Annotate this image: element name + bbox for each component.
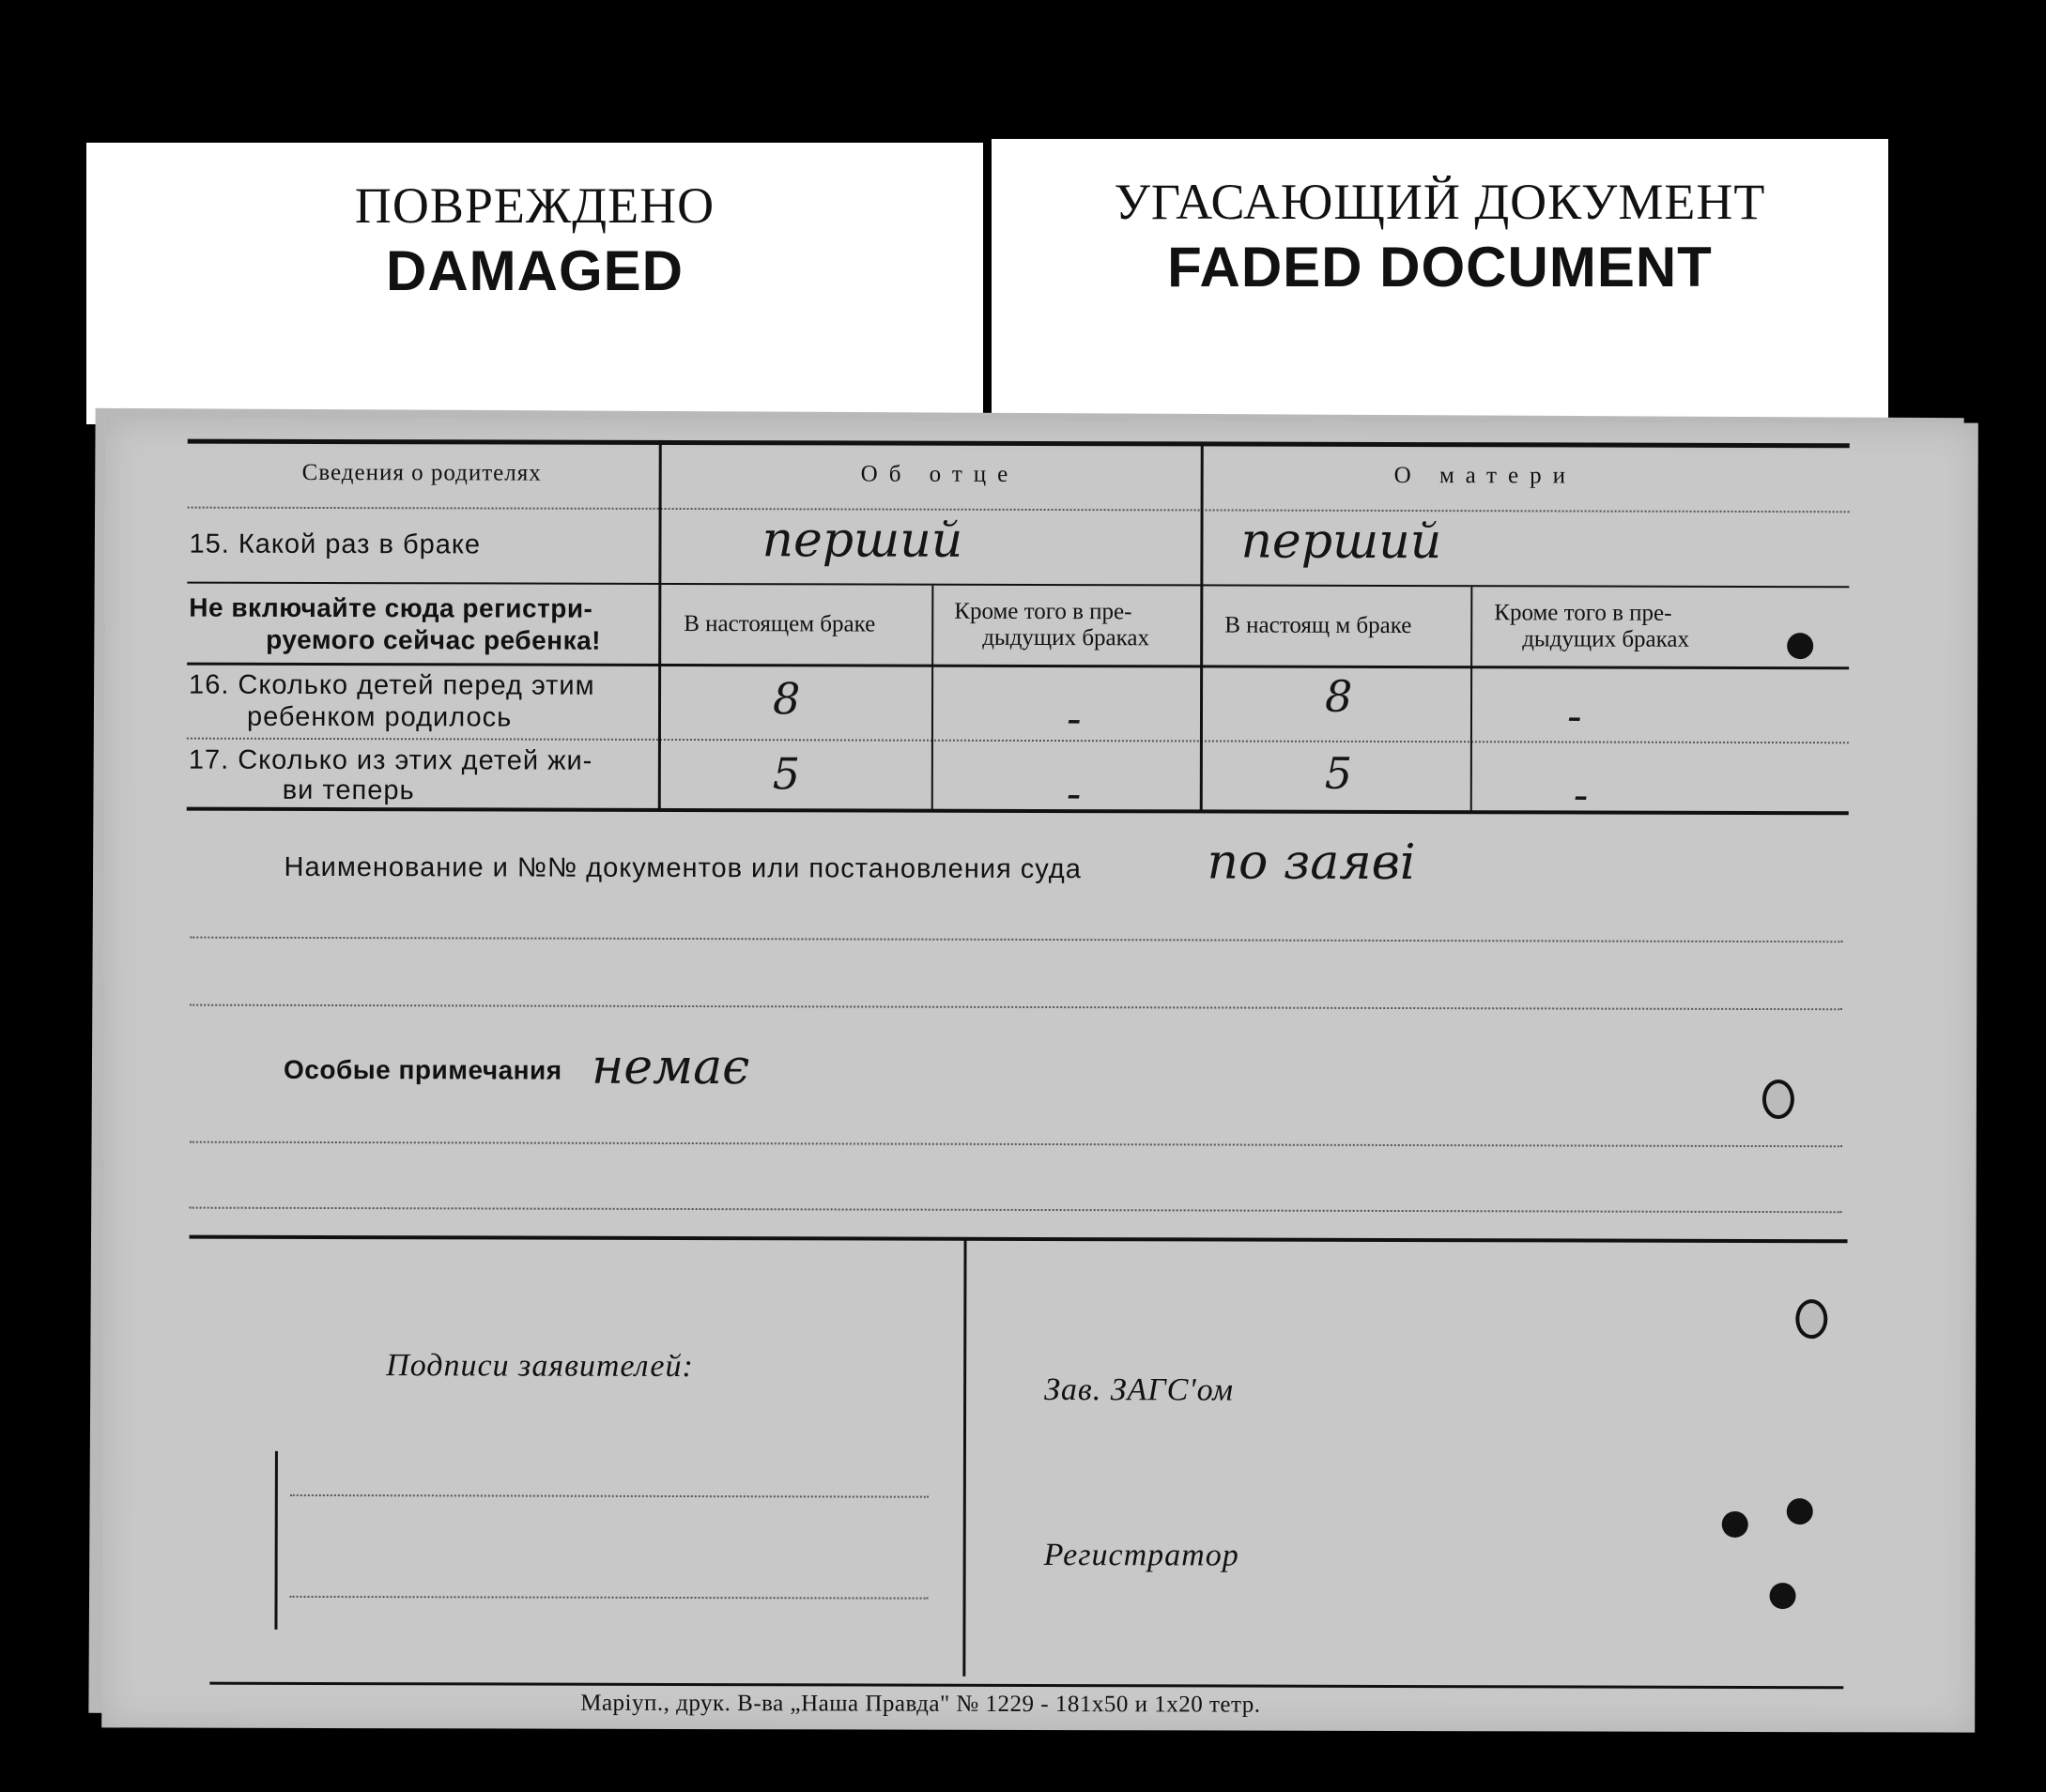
table-header-divider: [188, 507, 1850, 513]
note-line-2: руемого сейчас ребенка!: [266, 624, 602, 655]
binding-hole-ring: [1762, 1080, 1794, 1119]
applicant-sign-line-1: [290, 1494, 929, 1498]
documents-line-1: [190, 937, 1842, 943]
row17-label-2: ви теперь: [282, 774, 415, 806]
applicants-signature-label: Подписи заявителей:: [386, 1348, 694, 1385]
subheader-father-current: В настоящем браке: [684, 611, 876, 637]
subheader-mother-previous-2: дыдущих браках: [1522, 626, 1690, 652]
applicant-sign-line-2: [290, 1596, 929, 1600]
subheader-mother-previous-1: Кроме того в пре-: [1494, 600, 1672, 626]
registrar-label: Регистратор: [1043, 1538, 1239, 1573]
row17-father-previous: -: [1066, 768, 1082, 819]
footer-rule: [209, 1682, 1843, 1690]
documents-label: Наименование и №№ документов или постановления суда: [284, 851, 1082, 885]
subheader-mother-current: В настоящ м браке: [1224, 612, 1412, 639]
remarks-value: немає: [591, 1038, 750, 1096]
row15-father-value: перший: [761, 512, 963, 569]
faded-label-en: FADED DOCUMENT: [1167, 236, 1713, 299]
signature-bracket: [274, 1451, 277, 1630]
signature-divider: [962, 1239, 966, 1677]
row15-label: 15. Какой раз в браке: [189, 528, 482, 560]
printer-imprint: Маріуп., друк. В-ва „Наша Правда" № 1229 - 181х50 и 1х20 тетр.: [580, 1690, 1261, 1718]
binding-hole: [1770, 1583, 1796, 1609]
note-line-1: Не включайте сюда регистри-: [189, 592, 593, 623]
col-divider-2: [1200, 441, 1204, 811]
damaged-label-ru: ПОВРЕЖДЕНО: [354, 177, 715, 234]
row16-father-current: 8: [772, 673, 801, 725]
damaged-label-en: DAMAGED: [386, 239, 684, 302]
row17-father-current: 5: [772, 748, 801, 800]
binding-hole-ring: [1795, 1299, 1827, 1339]
binding-hole: [1722, 1511, 1748, 1538]
header-parents-info: Сведения о родителях: [301, 459, 542, 486]
record-form-sheet: [101, 418, 1978, 1732]
row16-label-2: ребенком родилось: [246, 701, 513, 733]
table-top-rule: [188, 439, 1850, 449]
row15-divider: [187, 582, 1849, 589]
row17-mother-previous: -: [1573, 769, 1589, 820]
col-divider-1: [658, 440, 662, 810]
header-father: Об отце: [860, 461, 1020, 487]
remarks-line-1: [190, 1141, 1842, 1148]
row17-mother-current: 5: [1324, 747, 1353, 799]
row15-mother-value: перший: [1240, 513, 1442, 571]
subheader-father-previous-2: дыдущих браках: [982, 624, 1150, 651]
subheader-divider: [187, 663, 1849, 670]
col-divider-3: [931, 586, 934, 811]
damaged-label-card: [86, 143, 983, 424]
signature-top-rule: [190, 1235, 1848, 1244]
subheader-father-previous-1: Кроме того в пре-: [954, 598, 1132, 625]
row16-mother-previous: -: [1566, 690, 1582, 742]
header-mother: О матери: [1393, 462, 1577, 489]
row16-father-previous: -: [1066, 693, 1082, 744]
faded-label-ru: УГАСАЮЩИЙ ДОКУМЕНТ: [1114, 174, 1766, 230]
row17-label-1: 17. Сколько из этих детей жи-: [188, 744, 593, 776]
documents-line-2: [190, 1004, 1842, 1011]
binding-hole: [1787, 1498, 1813, 1524]
row16-divider: [187, 738, 1849, 744]
documents-value: по заяві: [1207, 834, 1416, 892]
faded-document-card: [992, 139, 1888, 424]
binding-hole: [1787, 633, 1813, 659]
row16-label-1: 16. Сколько детей перед этим: [189, 669, 595, 701]
table-bottom-rule: [187, 807, 1849, 816]
remarks-label: Особые примечания: [283, 1054, 562, 1085]
remarks-line-2: [190, 1207, 1842, 1214]
row16-mother-current: 8: [1324, 670, 1353, 722]
registry-head-label: Зав. ЗАГС'ом: [1044, 1372, 1235, 1408]
col-divider-4: [1470, 587, 1473, 812]
